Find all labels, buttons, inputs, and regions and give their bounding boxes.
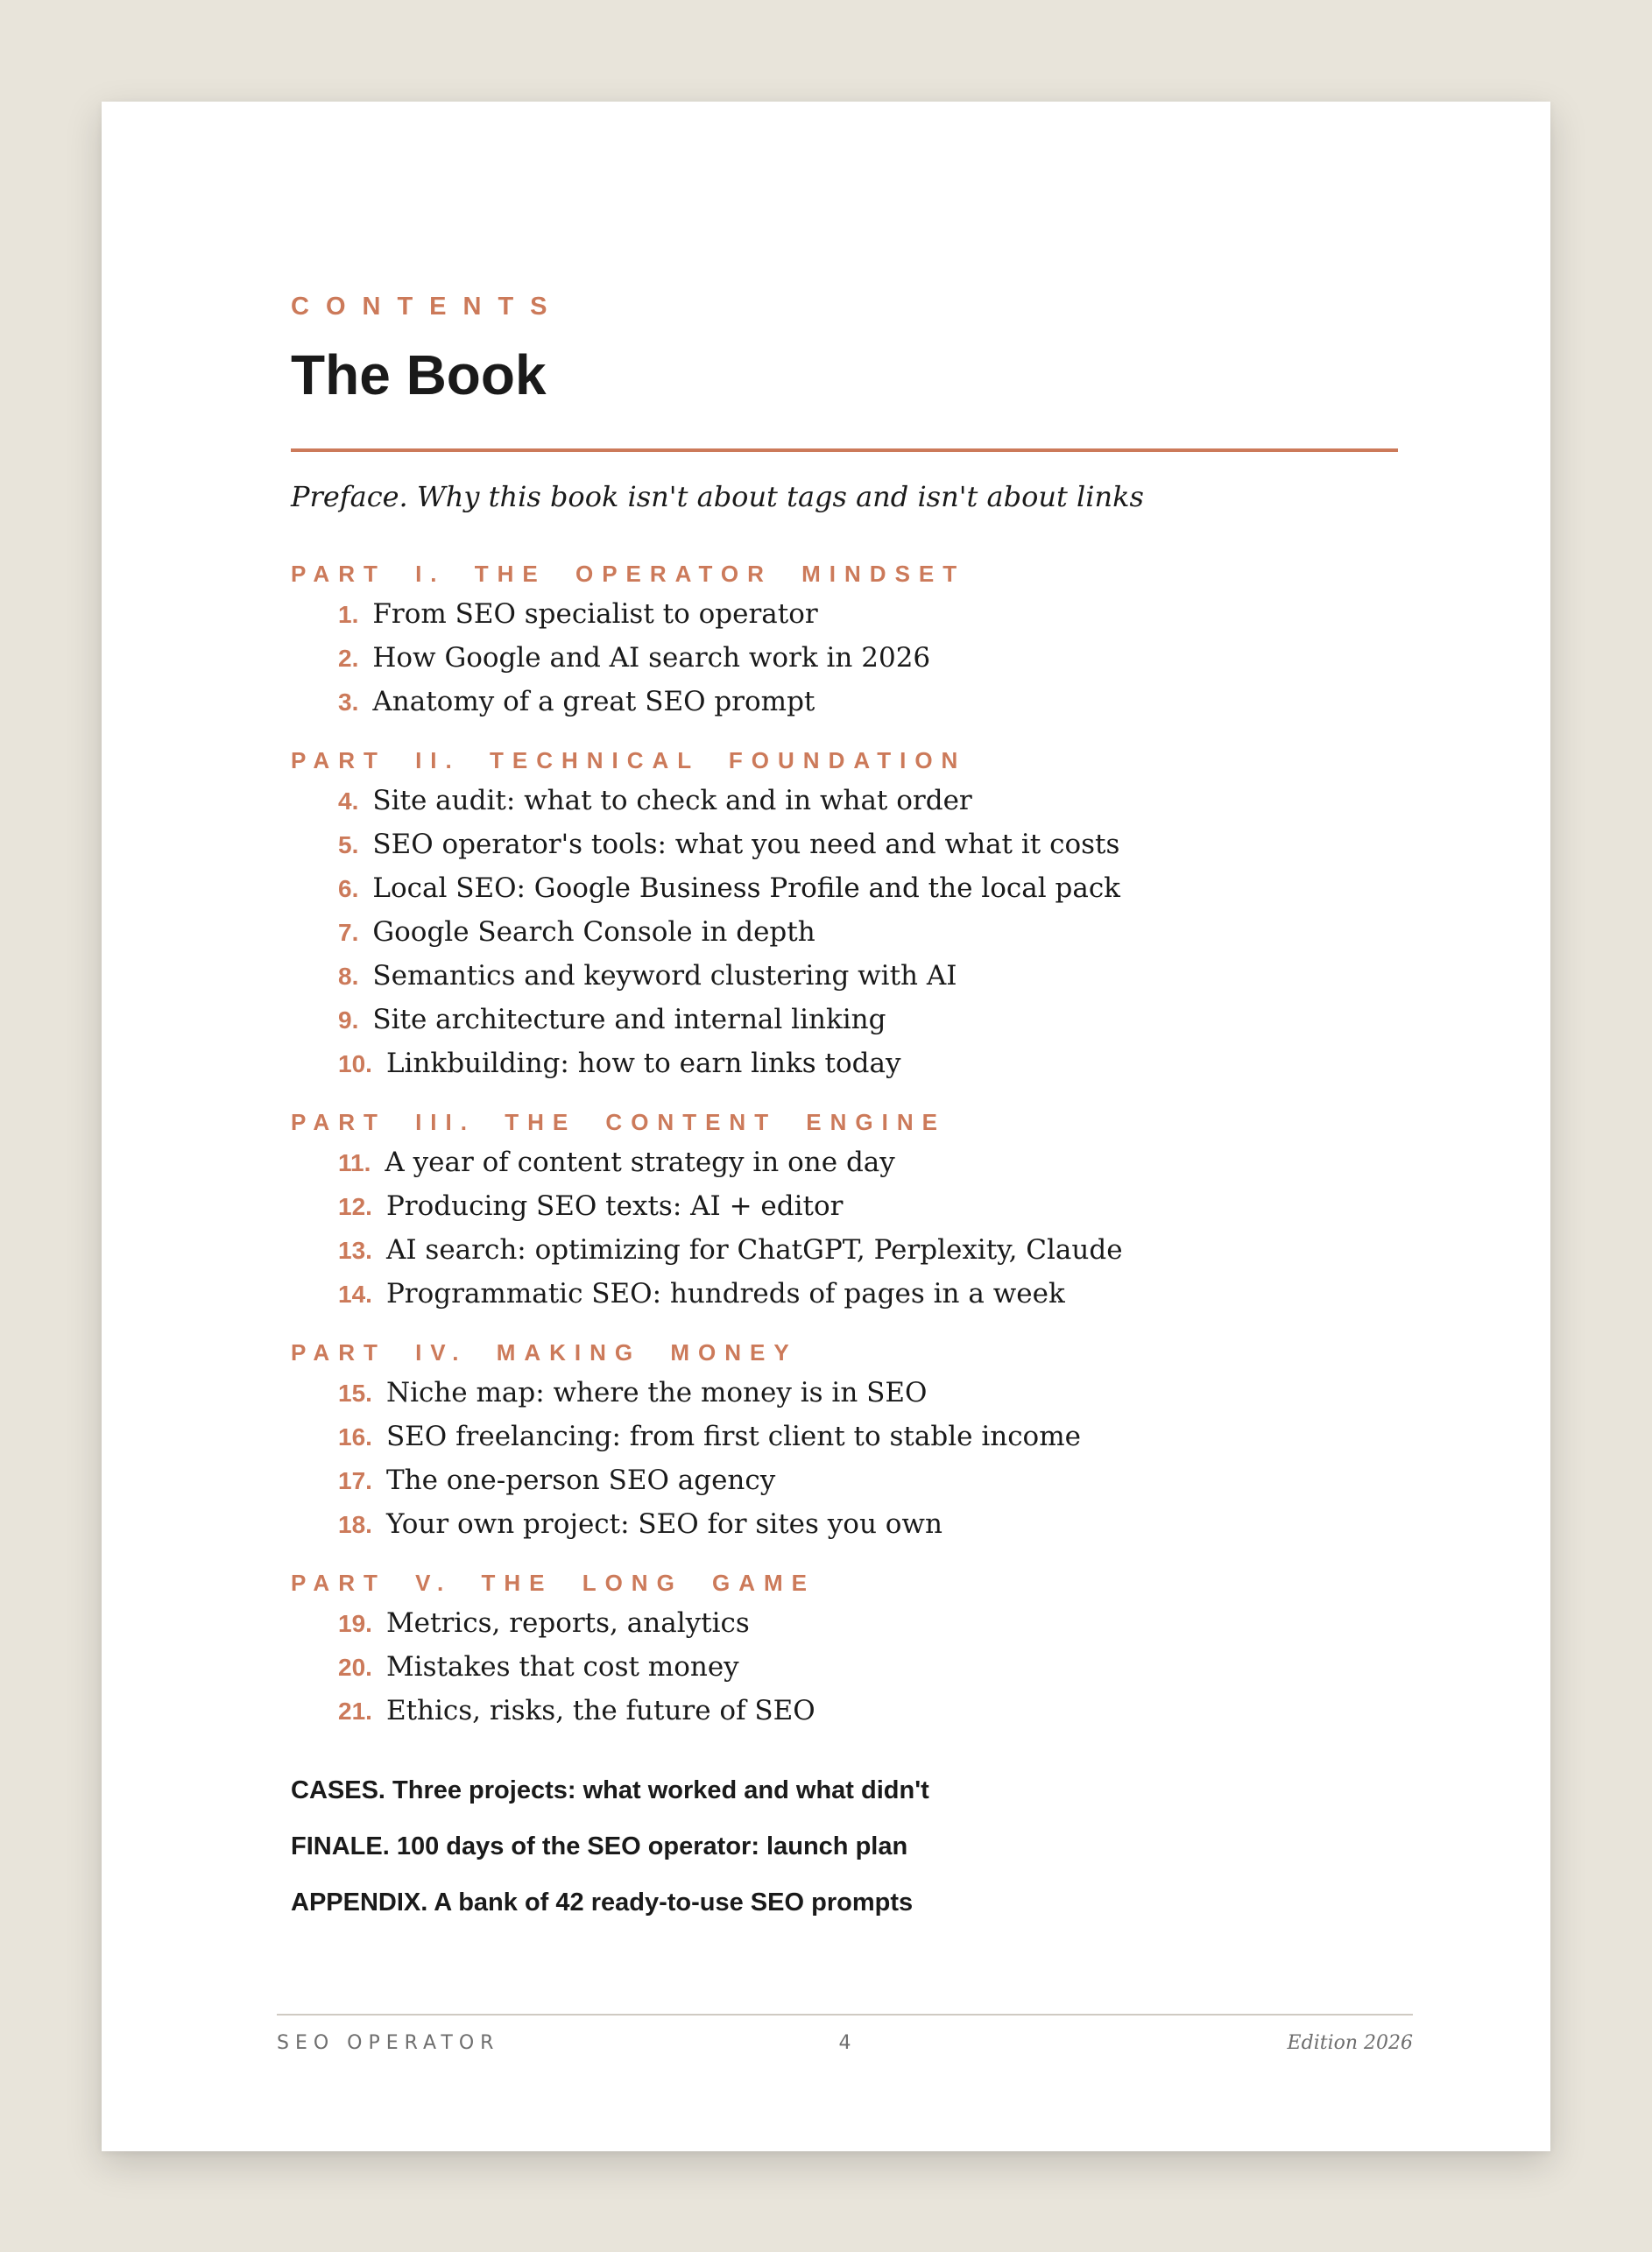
chapter-number: 9. (338, 1006, 359, 1034)
chapter-list (291, 1601, 1398, 1733)
chapter-list (291, 592, 1398, 724)
extra-sections (291, 1762, 1398, 1931)
chapter-entry (338, 954, 1398, 998)
chapter-title: Local SEO: Google Business Profile and the local pack (372, 872, 1120, 904)
chapter-list (291, 1140, 1398, 1316)
chapter-entry (338, 1645, 1398, 1689)
chapter-title: SEO operator's tools: what you need and what it costs (372, 829, 1120, 860)
chapter-entry (338, 1272, 1398, 1316)
table-of-contents (291, 555, 1398, 1931)
section-eyebrow: CONTENTS (291, 293, 564, 321)
toc-part (291, 1104, 1398, 1316)
extra-section-entry: FINALE. 100 days of the SEO operator: launch plan (291, 1832, 908, 1860)
chapter-number: 20. (338, 1654, 372, 1681)
chapter-entry (338, 1371, 1398, 1415)
book-page (102, 102, 1550, 2151)
chapter-entry (338, 1184, 1398, 1228)
chapter-title: Mistakes that cost money (385, 1651, 739, 1683)
chapter-number: 18. (338, 1511, 372, 1538)
chapter-entry (338, 1458, 1398, 1502)
chapter-number: 5. (338, 831, 359, 858)
chapter-title: Site architecture and internal linking (372, 1004, 886, 1035)
chapter-title: Semantics and keyword clustering with AI (372, 960, 957, 992)
extra-section-entry: CASES. Three projects: what worked and what didn't (291, 1776, 929, 1804)
chapter-number: 21. (338, 1698, 372, 1725)
chapter-entry (338, 1228, 1398, 1272)
footer-book-title: SEO OPERATOR (277, 2032, 500, 2054)
chapter-list (291, 779, 1398, 1085)
chapter-title: Ethics, risks, the future of SEO (385, 1695, 815, 1726)
part-heading: PART V. THE LONG GAME (291, 1570, 816, 1596)
chapter-entry (338, 822, 1398, 866)
chapter-title: The one-person SEO agency (385, 1465, 776, 1496)
chapter-title: Programmatic SEO: hundreds of pages in a week (385, 1278, 1065, 1310)
part-heading: PART IV. MAKING MONEY (291, 1339, 798, 1366)
toc-part (291, 742, 1398, 1085)
preface-entry: Preface. Why this book isn't about tags and isn't about links (291, 480, 1144, 513)
footer-edition: Edition 2026 (1287, 2032, 1413, 2054)
page-title: The Book (291, 343, 547, 406)
chapter-title: Site audit: what to check and in what order (372, 785, 972, 816)
chapter-title: SEO freelancing: from first client to stable income (385, 1421, 1081, 1452)
toc-part (291, 555, 1398, 724)
footer-divider (277, 2014, 1413, 2016)
chapter-entry (338, 998, 1398, 1041)
chapter-entry (338, 910, 1398, 954)
chapter-entry (338, 1502, 1398, 1546)
chapter-title: Linkbuilding: how to earn links today (385, 1048, 901, 1079)
chapter-number: 12. (338, 1193, 372, 1220)
chapter-number: 4. (338, 787, 359, 815)
chapter-entry (338, 1041, 1398, 1085)
chapter-entry (338, 636, 1398, 680)
chapter-number: 16. (338, 1423, 372, 1451)
chapter-title: Your own project: SEO for sites you own (385, 1508, 942, 1540)
chapter-title: A year of content strategy in one day (385, 1147, 895, 1178)
parts-list (291, 555, 1398, 1733)
chapter-number: 19. (338, 1610, 372, 1637)
extra-section-entry: APPENDIX. A bank of 42 ready-to-use SEO prompts (291, 1888, 914, 1917)
chapter-entry (338, 680, 1398, 724)
chapter-entry (338, 592, 1398, 636)
chapter-entry (338, 866, 1398, 910)
chapter-number: 1. (338, 601, 359, 628)
chapter-number: 13. (338, 1237, 372, 1264)
chapter-number: 7. (338, 919, 359, 946)
part-heading: PART I. THE OPERATOR MINDSET (291, 561, 966, 587)
chapter-title: Producing SEO texts: AI + editor (385, 1190, 844, 1222)
part-heading: PART II. TECHNICAL FOUNDATION (291, 747, 967, 773)
chapter-title: Metrics, reports, analytics (385, 1607, 750, 1639)
chapter-title: Anatomy of a great SEO prompt (372, 686, 815, 717)
chapter-number: 2. (338, 645, 359, 672)
chapter-number: 17. (338, 1467, 372, 1494)
chapter-number: 6. (338, 875, 359, 902)
title-divider (291, 448, 1398, 452)
chapter-title: AI search: optimizing for ChatGPT, Perplexity, Claude (385, 1234, 1123, 1266)
chapter-list (291, 1371, 1398, 1546)
chapter-title: Google Search Console in depth (372, 916, 815, 948)
page-footer (277, 2032, 1413, 2067)
chapter-entry (338, 779, 1398, 822)
chapter-number: 14. (338, 1281, 372, 1308)
chapter-entry (338, 1140, 1398, 1184)
page-number: 4 (838, 2032, 851, 2054)
part-heading: PART III. THE CONTENT ENGINE (291, 1109, 946, 1135)
chapter-entry (338, 1601, 1398, 1645)
chapter-number: 3. (338, 688, 359, 716)
chapter-number: 8. (338, 963, 359, 990)
chapter-entry (338, 1415, 1398, 1458)
chapter-title: Niche map: where the money is in SEO (385, 1377, 928, 1408)
chapter-number: 10. (338, 1050, 372, 1077)
chapter-entry (338, 1689, 1398, 1733)
chapter-number: 11. (338, 1149, 371, 1176)
chapter-number: 15. (338, 1380, 372, 1407)
toc-part (291, 1564, 1398, 1733)
chapter-title: From SEO specialist to operator (372, 598, 818, 630)
chapter-title: How Google and AI search work in 2026 (372, 642, 931, 674)
toc-part (291, 1334, 1398, 1546)
